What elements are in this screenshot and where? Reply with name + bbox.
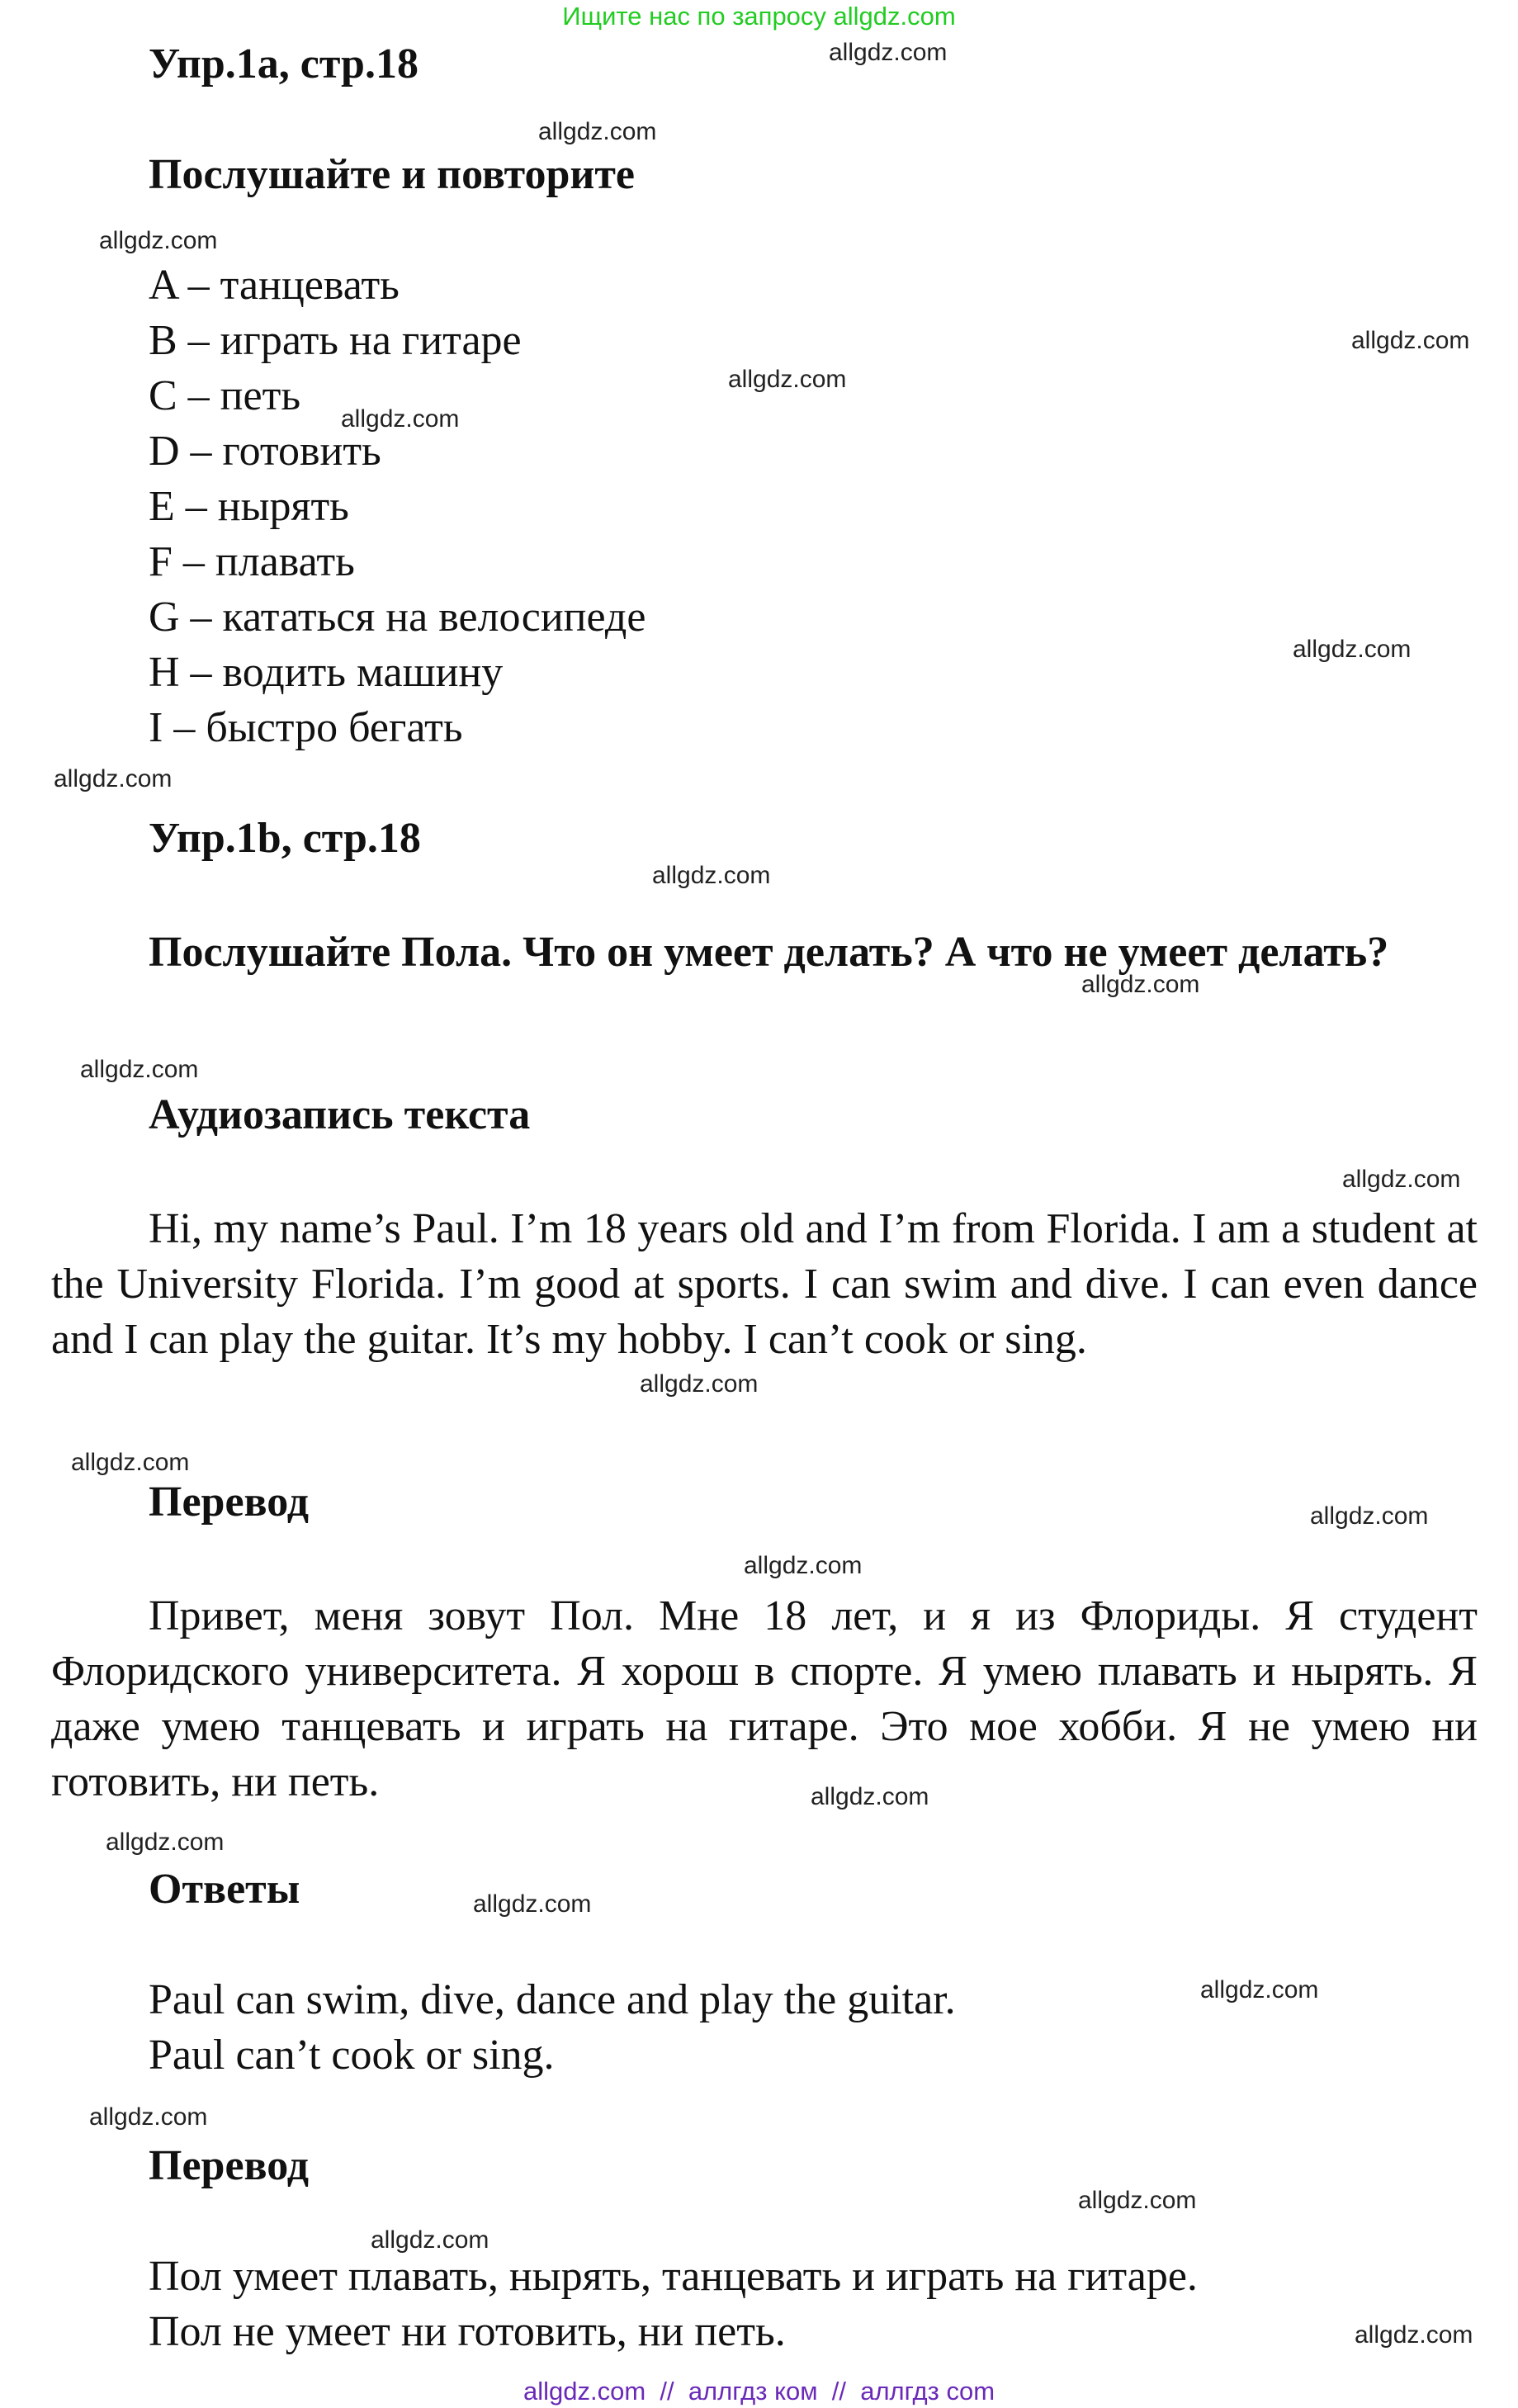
watermark: allgdz.com [71,1449,190,1476]
watermark: allgdz.com [811,1783,929,1810]
watermark: allgdz.com [473,1890,592,1918]
footer-watermark: allgdz.com // аллгдз ком // аллгдз com [523,2377,995,2406]
vocab-item: I – быстро бегать [149,704,463,751]
vocab-item: E – нырять [149,483,349,530]
answers-translation-heading: Перевод [149,2142,310,2189]
watermark: allgdz.com [1355,2321,1473,2349]
watermark: allgdz.com [652,862,771,889]
exercise-1b-title: Упр.1b, стр.18 [149,815,421,862]
watermark: allgdz.com [728,366,847,393]
watermark: allgdz.com [1342,1166,1461,1193]
watermark: allgdz.com [106,1828,225,1856]
vocab-item: H – водить машину [149,649,504,696]
exercise-1a-title: Упр.1a, стр.18 [149,40,419,88]
watermark: allgdz.com [640,1370,759,1398]
exercise-1b-task: Послушайте Пола. Что он умеет делать? А что не умеет делать? [149,929,1389,976]
watermark: allgdz.com [744,1552,863,1579]
watermark: allgdz.com [80,1056,199,1083]
audio-heading: Аудиозапись текста [149,1091,531,1138]
translation-text: Привет, меня зовут Пол. Мне 18 лет, и я из Флориды. Я студент Флоридского университета. Я хорош в спорте. Я умею плавать и нырять. Я даже умею танцевать и играть на гитаре. Это мое хобби. Я не умею ни готовить, ни петь. [51,1592,1478,1805]
vocab-item: G – кататься на велосипеде [149,594,646,641]
watermark: allgdz.com [829,39,948,66]
watermark: allgdz.com [89,2103,208,2131]
watermark: allgdz.com [54,765,173,792]
watermark: allgdz.com [341,405,460,433]
vocab-item: A – танцевать [149,262,400,309]
top-banner: Ищите нас по запросу allgdz.com [562,2,956,31]
answer-line: Paul can swim, dive, dance and play the guitar. [149,1976,956,2023]
audio-text: Hi, my name’s Paul. I’m 18 years old and I’m from Florida. I am a student at the University Florida. I’m good at sports. I can swim and dive. I can even dance and I can play the guitar. It’s my hobby. I can’t cook or sing. [51,1205,1478,1363]
answer-translation-line: Пол умеет плавать, нырять, танцевать и играть на гитаре. [149,2253,1198,2300]
watermark: allgdz.com [371,2226,489,2254]
watermark: allgdz.com [1078,2187,1197,2214]
answer-line: Paul can’t cook or sing. [149,2032,555,2079]
watermark: allgdz.com [1200,1976,1319,2004]
answer-translation-line: Пол не умеет ни готовить, ни петь. [149,2308,786,2355]
watermark: allgdz.com [1081,971,1200,998]
vocab-item: F – плавать [149,538,355,585]
watermark: allgdz.com [1310,1502,1429,1530]
watermark: allgdz.com [99,227,218,254]
watermark: allgdz.com [1351,327,1470,354]
translation-heading: Перевод [149,1478,310,1526]
watermark: allgdz.com [538,118,657,145]
exercise-1a-task: Послушайте и повторите [149,151,635,198]
vocab-item: C – петь [149,372,301,419]
vocab-item: D – готовить [149,428,381,475]
watermark: allgdz.com [1293,636,1412,663]
vocab-item: B – играть на гитаре [149,317,522,364]
answers-heading: Ответы [149,1866,300,1913]
